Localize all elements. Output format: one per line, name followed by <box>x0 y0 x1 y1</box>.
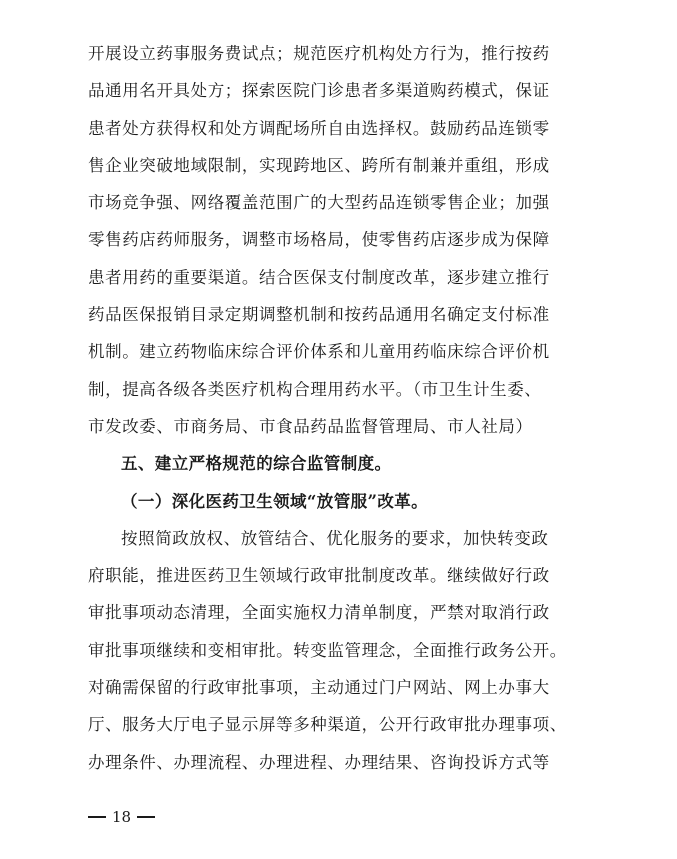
text-line: 办理条件、办理流程、办理进程、办理结果、咨询投诉方式等 <box>88 752 550 772</box>
paragraph-2 <box>88 520 608 781</box>
text-line: 府职能，推进医药卫生领域行政审批制度改革。继续做好行政 <box>88 566 550 586</box>
text-line: 患者用药的重要渠道。结合医保支付制度改革，逐步建立推行 <box>88 267 550 287</box>
dash-right <box>137 816 155 818</box>
text-line: 厅、服务大厅电子显示屏等多种渠道，公开行政审批办理事项、 <box>88 715 567 735</box>
text-line: 机制。建立药物临床综合评价体系和儿童用药临床综合评价机 <box>88 342 550 362</box>
text-line: 审批事项动态清理，全面实施权力清单制度，严禁对取消行政 <box>88 603 550 623</box>
text-line: 开展设立药事服务费试点；规范医疗机构处方行为，推行按药 <box>88 44 550 63</box>
text-line: 市场竞争强、网络覆盖范围广的大型药品连锁零售企业；加强 <box>88 193 550 213</box>
body-text <box>88 35 608 781</box>
text-line: 药品医保报销目录定期调整机制和按药品通用名确定支付标准 <box>88 305 550 325</box>
text-line: 品通用名开具处方；探索医院门诊患者多渠道购药模式，保证 <box>88 81 550 101</box>
text-line: 按照简政放权、放管结合、优化服务的要求，加快转变政 <box>121 528 549 548</box>
subsection-heading: （一）深化医药卫生领域“放管服”改革。 <box>121 491 429 511</box>
text-line: 审批事项继续和变相审批。转变监管理念，全面推行政务公开。 <box>88 640 567 660</box>
page-footer <box>88 808 155 826</box>
text-line: 零售药店药师服务，调整市场格局，使零售药店逐步成为保障 <box>88 230 550 250</box>
text-line: 售企业突破地域限制，实现跨地区、跨所有制兼并重组，形成 <box>88 155 550 175</box>
section-heading: 五、建立严格规范的综合监管制度。 <box>121 454 392 474</box>
dash-left <box>88 816 106 818</box>
text-line: 市发改委、市商务局、市食品药品监督管理局、市人社局） <box>88 416 533 436</box>
text-line: 对确需保留的行政审批事项，主动通过门户网站、网上办事大 <box>88 678 550 698</box>
text-line: 患者处方获得权和处方调配场所自由选择权。鼓励药品连锁零 <box>88 118 550 138</box>
paragraph-1 <box>88 35 608 445</box>
page-number: 18 <box>112 808 132 826</box>
text-line: 制，提高各级各类医疗机构合理用药水平。（市卫生计生委、 <box>88 379 542 399</box>
